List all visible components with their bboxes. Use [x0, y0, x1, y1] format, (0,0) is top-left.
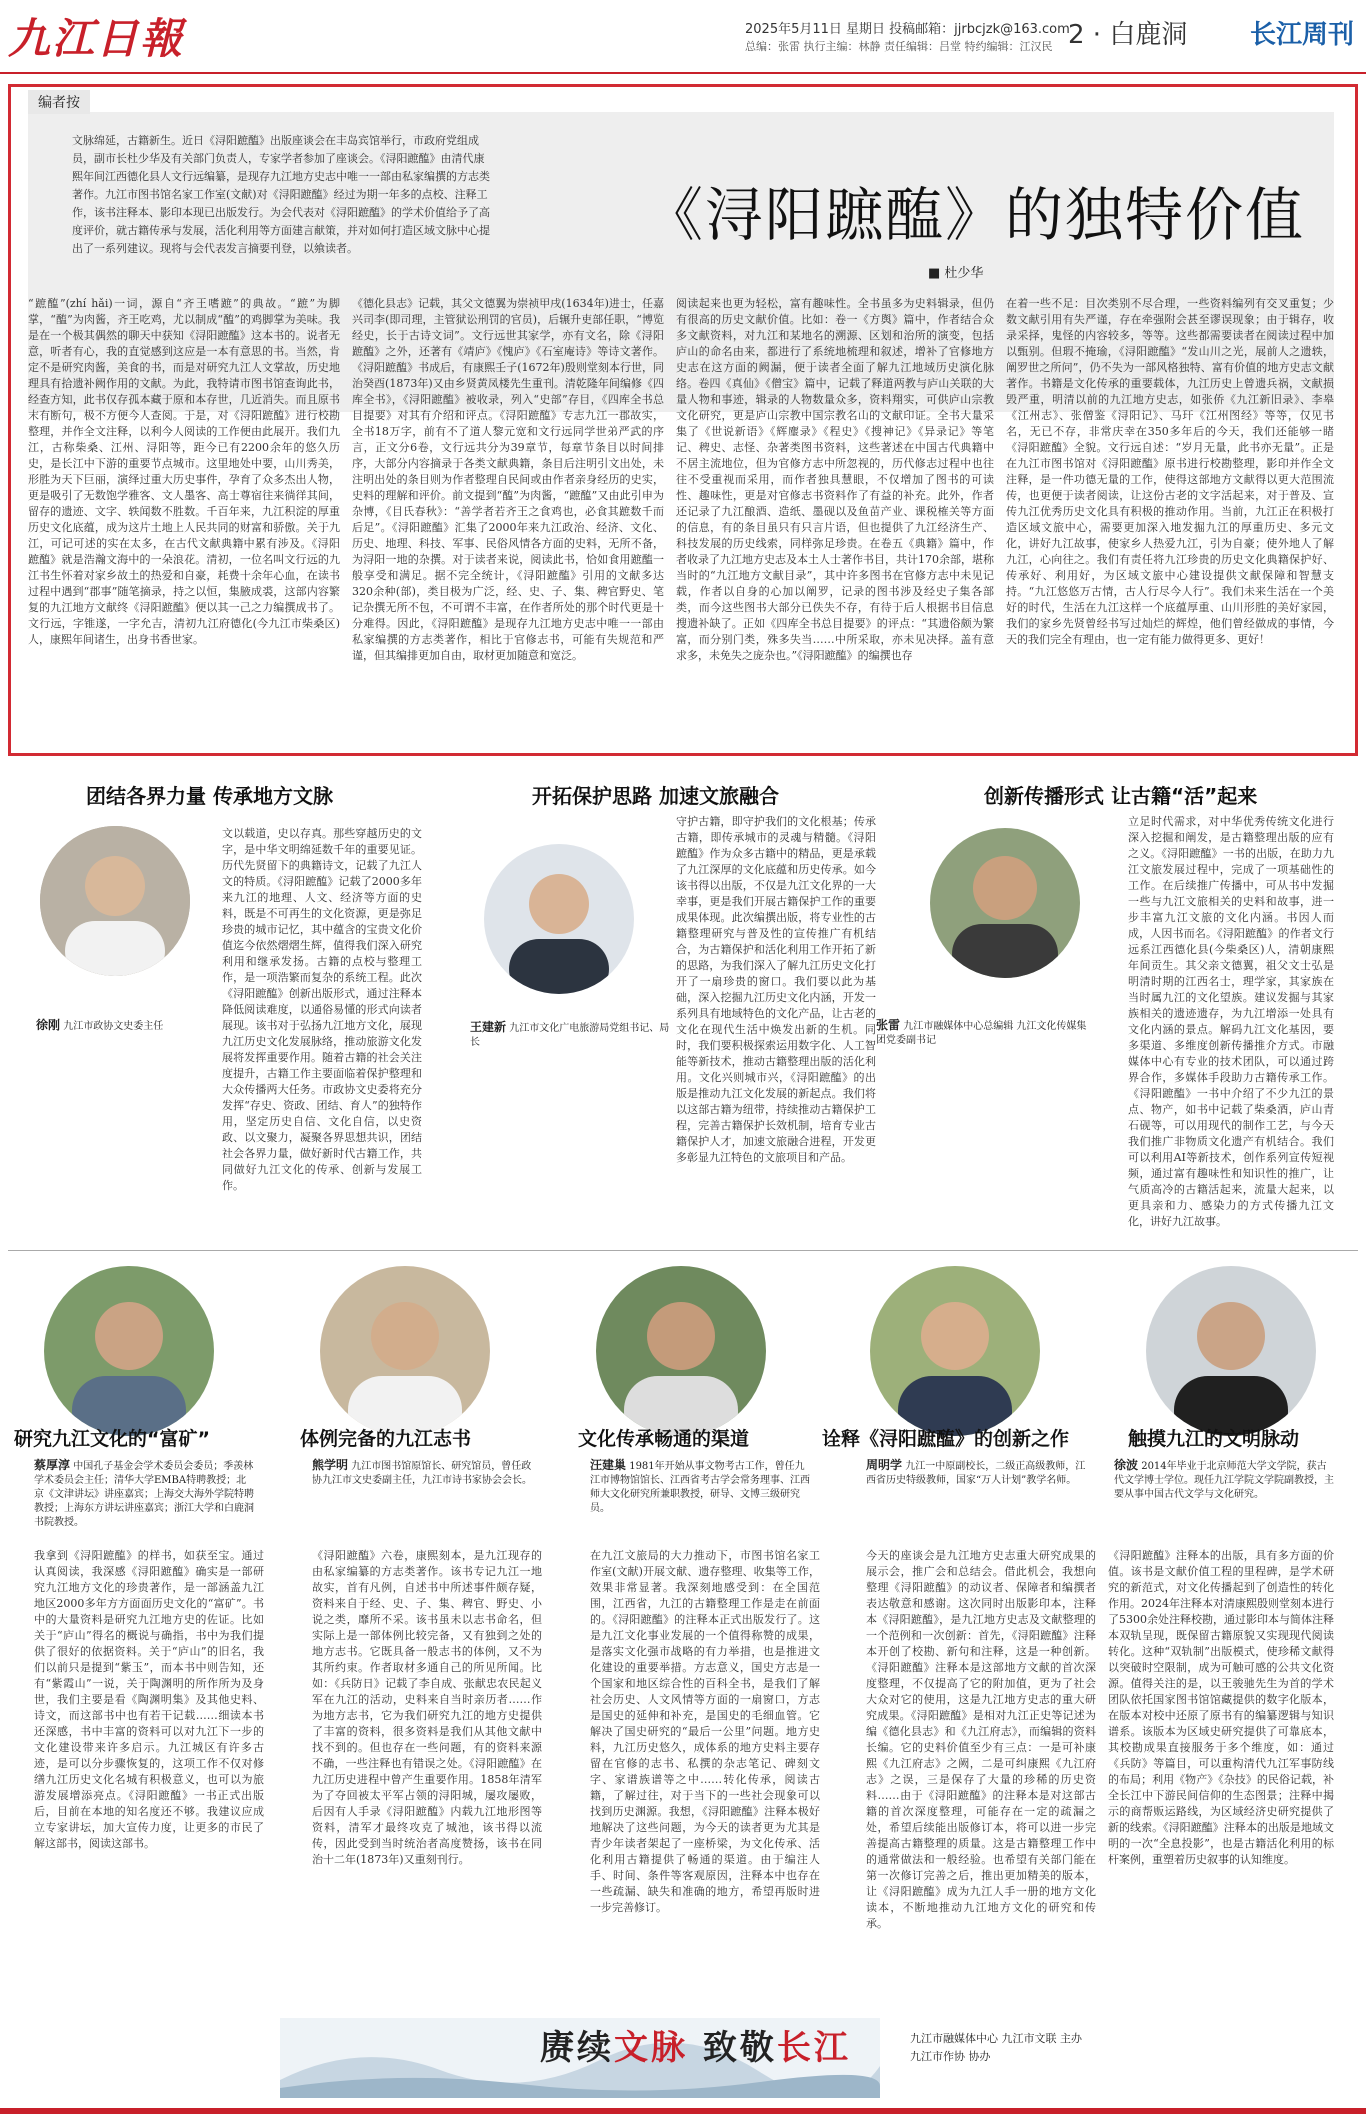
- article-column-1: “蹠醢”(zhí hǎi)一词，源自“齐王嗜蹠”的典故。“蹠”为脚掌，“醢”为肉酱，齐王吃鸡，尤以制成“醢”的鸡脚掌为美味。我是在一个极其偶然的聊天中获知《浔阳蹠醢》这本书的。说者无意，听者有心，我的直觉感到这应是一本有意思的书。当然，肯定不是研究肉酱，美食的书，而是对研究九江人文掌故，历史地理具有拾遗补阙作用的文献。为此，我特请市图书馆查询此书，经查方知，此书仅存孤本藏于原和本存世，几近消失。而且原书末有断句，极不方便今人查阅。于是，对《浔阳蹠醢》进行校勘整理，并作全文注释，以利今人阅读的工作便由此展开。我们九江，古称柴桑、江州、浔阳等，距今已有2200余年的悠久历史，是长江中下游的重要节点城市。这里地处中要，山川秀美，形胜为天下巨丽，演绎过重大历史事件，孕育了众多杰出人物，更是吸引了无数饱学雅客、文人墨客、高士尊宿往来徜徉其间，留存的遗迹、文字、轶闻数不胜数。千百年来，九江积淀的厚重历史文化底蕴，成为这片土地上人民共同的财富和骄傲。关于九江，可记可述的实在太多，在古代文献典籍中累有涉及。《浔阳蹠醢》就是浩瀚文海中的一朵浪花。清初，一位名叫文行远的九江书生怀着对家乡故土的热爱和自豪，耗费十余年心血，在读书过程中遇到“郡事”随笔摘录，持之以恒，集腋成裘，这部内容繁复的九江地方文献终《浔阳蹠醢》便以其一己之力编撰成书了。文行远，字锥遂，一字允吉，清初九江府德化(今九江市柴桑区)人，康熙年间诸生，出身书香世家。: [28, 297, 340, 646]
- feature-2-title: 九江市文化广电旅游局党组书记、局长: [470, 1023, 670, 1048]
- organizer-line-2: 九江市作协 协办: [910, 2050, 991, 2063]
- portrait-icon: [484, 844, 634, 994]
- feature-1-title: 九江市政协文史委主任: [63, 1021, 164, 1032]
- speaker-5-photo: [1146, 1266, 1316, 1436]
- portrait-icon: [596, 1266, 766, 1436]
- feature-3-person: 张雷: [876, 1018, 901, 1032]
- feature-3-photo: [930, 828, 1080, 978]
- section-title: 长江周刊: [1250, 20, 1355, 50]
- feature-2-heading: 开拓保护思路 加速文旅融合: [532, 784, 779, 808]
- speaker-5-title: 2014年毕业于北京师范大学文学院，获古代文学博士学位。现任九江学院文学院副教授，主要从事中国古代文学与文化研究。: [1114, 1461, 1334, 1500]
- banner-organizers: [910, 2030, 1082, 2066]
- speaker-2-text: 《浔阳蹠醢》六卷，康熙刻本，是九江现存的由私家编纂的方志类著作。该书专记九江一地故实，首有凡例，自述书中所述事件颇存疑，资料来自于经、史、子、集、稗官、野史、小说之类，靡所不采。该书虽未以志书命名，但实际上是一部体例比较完备，又有独到之处的地方志书。它既具备一般志书的体例，又不为其所约束。作者取材多通自己的所见所闻。比如：《兵防日》记载了李自成、张献忠农民起义军在九江的活动，史料来自当时亲历者……作为地方志书，它为我们研究九江的地方史提供了丰富的资料，很多资料是我们从其他文献中找不到的。但也存在一些问题，有的资料来源不确，一些注释也有错误之处。《浔阳蹠醢》在九江历史进程中曾产生重要作用。1858年清军为了夺回被太平军占领的浔阳城，屡攻屡败，后因有人手录《浔阳蹠醢》内载九江地形图等资料，清军才最终攻克了城池，该书得以流传，因此受到当时统治者高度赞扬，该书在同治十二年(1873年)又重刻刊行。: [312, 1549, 542, 1866]
- feature-2-person: 王建新: [470, 1020, 507, 1034]
- newspaper-logo: 九江日報: [8, 14, 185, 63]
- article-column-2: 《德化县志》记载，其父文德翼为崇祯甲戌(1634年)进士，任嘉兴司李(即司理，主管狱讼刑罚的官员)，后辗升吏部任职，“博览经史，长于古诗文词”。文行远世其家学，亦有文名，除《浔阳蹠醢》之外，还著有《靖庐》《愧庐》《石室庵诗》等诗文著作。《浔阳蹠醢》书成后，有康熙壬子(1672年)殷则堂刻本行世，同治癸酉(1873年)又由乡贤黄凤楼先生重刊。清乾隆年间编修《四库全书》，《浔阳蹠醢》被收录，列入“史部”存目，《四库全书总目提要》对其有介绍和评点。《浔阳蹠醢》专志九江一郡故实，全书18万字，前有不了道人黎元宽和文行远同学世弟严武的序言，正文分6卷，文行远共分为39章节，每章节条目以时间排序，大部分内容摘录于各类文献典籍，条目后注明引文出处，未注明出处的条目则为作者整理自民间或由作者亲身经历的史实，史料的理解和评价。前文提到“醢”为肉酱，“蹠醢”又由此引申为杂博，《目氏春秋》：“善学者若齐王之食鸡也，必食其蹠数千而后足”。《浔阳蹠醢》汇集了2000年来九江政治、经济、文化、历史、地理、科技、军事、民俗风情各方面的史料，无所不备，为浔阳一地的杂撰。对于读者来说，阅读此书，恰如食用蹠醢一般享受和满足。据不完全统计，《浔阳蹠醢》引用的文献多达320余种(部)，类目极为广泛，经、史、子、集、稗官野史、笔记杂撰无所不包，不可谓不丰富，在作者所处的那个时代更是十分难得。因此，《浔阳蹠醢》是现存九江地方史志中唯一一部由私家编撰的方志类著作，相比于官修志书，可能有失规范和严谨，但其编排更加自由，取材更加随意和宽泛。: [352, 297, 664, 662]
- banner-title-part-3: 致敬: [702, 2028, 777, 2068]
- portrait-icon: [40, 826, 190, 976]
- speaker-2-photo: [320, 1266, 490, 1436]
- portrait-icon: [1146, 1266, 1316, 1436]
- speaker-3-name: 汪建巢: [590, 1458, 627, 1472]
- speaker-3-photo: [596, 1266, 766, 1436]
- speaker-3-heading: 文化传承畅通的渠道: [578, 1428, 750, 1450]
- speaker-1-photo: [44, 1266, 214, 1436]
- staff-line: 总编：张雷 执行主编：林静 责任编辑：吕堂 特约编辑：江汉民: [745, 40, 1053, 53]
- feature-1-heading: 团结各界力量 传承地方文脉: [86, 784, 333, 808]
- feature-1-text: 文以载道，史以存真。那些穿越历史的文字，是中华文明绵延数千年的重要见证。历代先贤留下的典籍诗文，记载了九江人文的特质。《浔阳蹠醢》记载了2000多年来九江的地理、人文、经济等方面的史料，既是不可再生的文化资源，更是弥足珍贵的城市记忆，其中蕴含的宝贵文化价值迄今依然熠熠生辉，值得我们深入研究利用和继承发扬。古籍的点校与整理工作，是一项浩繁而复杂的系统工程。此次《浔阳蹠醢》创新出版形式，通过注释本降低阅读难度，以通俗易懂的形式向读者展现。该书对于弘扬九江地方文化，展现九江历史文化发展脉络，推动旅游文化发展将发挥重要作用。随着古籍的社会关注度提升，古籍工作主要面临着保护整理和大众传播两大任务。市政协文史委将充分发挥“存史、资政、团结、育人”的独特作用，坚定历史自信、文化自信，以史资政、以文聚力，凝聚各界思想共识，团结社会各界力量，做好新时代古籍工作，共同做好九江文化的传承、创新与发展工作。: [222, 827, 422, 1192]
- editor-note-label: 编者按: [28, 90, 90, 114]
- feature-3-heading: 创新传播形式 让古籍“活”起来: [984, 784, 1258, 808]
- organizer-line-1: 九江市融媒体中心 九江市文联 主办: [910, 2032, 1082, 2045]
- banner-title-part-4: 长江: [776, 2028, 851, 2068]
- speaker-3-text: 在九江文旅局的大力推动下，市图书馆名家工作室(文献)开展文献、遗存整理、收集等工作，效果非常显著。我深刻地感受到：在全国范围，江西省，九江的古籍整理工作是走在前面的。《浔阳蹠醢》的注释本正式出版发行了。这是九江文化事业发展的一个值得称赞的成果，是落实文化强市战略的有力举措，也是推进文化建设的重要举措。方志意义，国史方志是一个国家和地区综合性的百科全书，是我们了解社会历史、人文风情等方面的一扇窗口，方志是国史的延伸和补充，是国史的毛细血管。它解决了国史研究的“最后一公里”问题。地方史料，九江历史悠久，成体系的地方史料主要存留在官修的志书、私撰的杂志笔记、碑刻文字、家谱族谱等之中……转化传承，阅读古籍，了解过往，对于当下的一些社会现象可以找到历史渊源。我想，《浔阳蹠醢》注释本极好地解决了这些问题，为今天的读者更为尤其是青少年读者架起了一座桥梁，为文化传承、活化利用古籍提供了畅通的渠道。由于编注人手、时间、条件等客观原因，注释本中也存在一些疏漏、缺失和准确的地方，希望再版时进一步完善修订。: [590, 1549, 820, 1914]
- editor-note-text: 文脉绵延，古籍新生。近日《浔阳蹠醢》出版座谈会在丰岛宾馆举行，市政府党组成员，副市长杜少华及有关部门负责人，专家学者参加了座谈会。《浔阳蹠醢》由清代康熙年间江西德化县人文行远编纂，是现存九江地方史志中唯一一部由私家编撰的方志类著作。九江市图书馆名家工作室(文献)对《浔阳蹠醢》经过为期一年多的点校、注释工作，该书注释本、影印本现已出版发行。为会代表对《浔阳蹠醢》的学术价值给予了高度评价，就古籍传承与发展，活化利用等方面建言献策，并对如何打造区域文脉中心提出了一系列建议。现将与会代表发言摘要刊登，以飨读者。: [72, 134, 490, 255]
- speaker-1-heading: 研究九江文化的“富矿”: [14, 1428, 210, 1450]
- speaker-5-name: 徐波: [1114, 1458, 1139, 1472]
- feature-2-photo: [484, 844, 634, 994]
- article-byline: ■ 杜少华: [928, 266, 984, 281]
- speaker-4-text: 今天的座谈会是九江地方史志重大研究成果的展示会，推广会和总结会。借此机会，我想向整理《浔阳蹠醢》的动议者、保障者和编撰者表达敬意和感谢。这次同时出版影印本，注释本《浔阳蹠醢》，是九江地方史志及文献整理的一个范例和一次创新：首先，《浔阳蹠醢》注释本开创了校勘、新句和注释，这是一种创新。《浔阳蹠醢》注释本是这部地方文献的首次深度整理，不仅提高了它的附加值，更为了社会大众对它的使用，这是九江地方史志的重大研究成果。《浔阳蹠醢》是相对九江正史等记述为编《德化县志》和《九江府志》，而编辑的资料长编。它的史料价值至少有三点：一是可补康熙《九江府志》之阙，二是可纠康熙《九江府志》之误，三是保存了大量的珍稀的历史资料……由于《浔阳蹠醢》的注释本是对这部古籍的首次深度整理，可能存在一定的疏漏之处，希望后续能出版修订本，将可以进一步完善提高古籍整理的质量。这是古籍整理工作中的通常做法和一般经验。也希望有关部门能在第一次修订完善之后，推出更加精美的版本，让《浔阳蹠醢》成为九江人手一册的地方文化读本，不断地推动九江地方文化的研究和传承。: [866, 1549, 1096, 1930]
- speaker-4-name: 周明学: [866, 1458, 903, 1472]
- speaker-5-heading: 触摸九江的文明脉动: [1128, 1428, 1300, 1450]
- speaker-2-name: 熊学明: [312, 1458, 349, 1472]
- article-column-3: 阅读起来也更为轻松，富有趣味性。全书虽多为史料辑录，但仍有很高的历史文献价值。比如：卷一《方舆》篇中，作者结合众多文献资料，对九江和某地名的溯源、区划和治所的演变，包括庐山的命名由来，都进行了系统地梳理和叙述，增补了官修地方史志在这方面的阙漏，便于读者全面了解九江地域历史演化脉络。卷四《真仙》《僧宝》篇中，记载了释道两教与庐山关联的大量人物和事迹，辑录的人物数量众多，资料翔实，可供庐山宗教文化研究，更是庐山宗教中国宗教名山的文献印证。全书大量采集了《世说新语》《辉麈录》《程史》《搜神记》《异录记》等笔记、稗史、志怪、杂著类图书资料，这些著述在中国古代典籍中不居主流地位，但为官修方志中所忽视的，历代修志过程中也往往不受重视而采用，而作者独具慧眼，不仅增加了图书的可读性、趣味性，更是对官修志书资料作了有益的补充。此外，作者还记录了九江酿酒、造纸、墨砚以及鱼苗产业、课税榷关等方面的信息，有的条目虽只有只言片语，但也提供了九江经济生产、科技发展的历史线索，同样弥足珍贵。在卷五《典籍》篇中，作者收录了九江地方史志及本土人士著作书目，共计170余部，堪称当时的“九江地方文献目录”，其中许多图书在官修方志中未见记载，作者以自身的心加以阐罗，记录的图书涉及经史子集各部类，而今这些图书大部分已佚失不存，有待于后人根据书目信息搜遗补缺了。正如《四库全书总目提要》的评点：“其遗俗颇为繁富，而分别门类，殊多失当……中所采取，亦未见决择。盖有意求多，未免失之庞杂也。”《浔阳蹠醢》的编撰也存: [676, 297, 994, 662]
- article-column-4: 在着一些不足：目次类别不尽合理，一些资料编列有交叉重复；少数文献引用有失严谨，存在牵强附会甚至谬误现象；由于辑存，收录采择，鬼怪的内容较多，等等。这些都需要读者在阅读过程中加以甄别。但瑕不掩瑜，《浔阳蹠醢》“发山川之光，展前人之遗轶，阐罗世之所问”，仍不失为一部风格独特、富有价值的地方史志文献著作。书籍是文化传承的重要载体，九江历史上曾遗兵祸，文献损毁严重，明清以前的九江地方史志，如张侨《九江新旧录》、李皋《江州志》、张僧鉴《浔阳记》、马玕《江州图经》等等，仅见书名，无已不存，非常庆幸在350多年后的今天，我们还能够一睹《浔阳蹠醢》全貌。文行远自述：“岁月无量，此书亦无量”。正是在九江市图书馆对《浔阳蹠醢》原书进行校勘整理，影印并作全文注释，是一件功德无量的工作，使得这部地方文献得以更大范围流传，也更便于读者阅读，让这份古老的文字活起来，对于普及、宣传九江优秀历史文化具有积极的推动作用。当前，九江正在积极打造区域文旅中心，需要更加深入地发掘九江的厚重历史、多元文化，讲好九江故事，使家乡人热爱九江，引为自豪；使外地人了解九江，心向往之。我们有责任将九江珍贵的历史文化典籍保护好、传承好、利用好，为区域文旅中心建设提供文献保障和智慧支持。“九江悠悠万古情，古人行尽今人行”。我们未来生活在一个美好的时代，生活在九江这样一个底蕴厚重、山川形胜的美好家园，我们的家乡先贤曾经书写过灿烂的辉煌，他们曾经做成的事情，今天的我们完全有理由，也一定有能力做得更多、更好！: [1006, 297, 1334, 646]
- speaker-4-photo: [870, 1266, 1040, 1436]
- speaker-4-title: 九江一中原副校长，二级正高级教师，江西省历史特级教师，国家“万人计划”教学名师。: [866, 1461, 1086, 1486]
- portrait-icon: [930, 828, 1080, 978]
- banner-title-part-1: 赓续: [540, 2028, 614, 2068]
- article-title: 《浔阳蹠醢》的独特价值: [645, 181, 1306, 249]
- speaker-4-heading: 诠释《浔阳蹠醢》的创新之作: [822, 1428, 1070, 1450]
- page-number: 2 · 白鹿洞: [1068, 20, 1188, 50]
- speaker-1-text: 我拿到《浔阳蹠醢》的样书，如获至宝。通过认真阅读，我深感《浔阳蹠醢》确实是一部研究九江地方文化的珍贵著作，是一部涵盖九江地区2000多年方方面面历史文化的“富矿”。书中的大量资料是研究九江地方史的佐证。比如关于“庐山”得名的概说与确指，书中为我们提供了很好的依据资料。关于“庐山”的旧名，我们以前只是提到“紫玉”，而本书中则告知，还有“紫霞山”一说，关于陶渊明的所作所为及身世，我们主要是看《陶渊明集》及其他史料、诗文，而这部书中也有若干记载……细读本书还深感，书中丰富的资料可以对九江下一步的文化建设带来许多启示。九江城区有许多古迹，是可以分步骤恢复的，这项工作不仅对修缮九江历史文化名城有积极意义，也可以为旅游发展增添亮点。《浔阳蹠醢》一书正式出版后，目前在本地的知名度还不够。我建议应成立专家讲坛，加大宣传力度，让更多的市民了解这部书，阅读这部书。: [34, 1549, 264, 1850]
- dateline: 2025年5月11日 星期日 投稿邮箱：jjrbcjzk@163.com: [745, 22, 1070, 37]
- speaker-2-title: 九江市图书馆原馆长、研究馆员，曾任政协九江市文史委副主任，九江市诗书家协会会长。: [312, 1461, 532, 1486]
- feature-1-photo: [40, 826, 190, 976]
- portrait-icon: [44, 1266, 214, 1436]
- feature-1-person: 徐刚: [36, 1018, 61, 1032]
- feature-2-text: 守护古籍，即守护我们的文化根基；传承古籍，即传承城市的灵魂与精髓。《浔阳蹠醢》作为众多古籍中的精品，更是承载了九江深厚的文化底蕴和历史传承。如今该书得以出版，不仅是九江文化界的一大幸事，更是我们开展古籍保护工作的重要成果体现。此次编撰出版，将专业性的古籍整理研究与普及性的宣传推广有机结合，为古籍保护和活化利用工作开拓了新的思路，为我们深入了解九江历史文化打开了一扇珍贵的窗口。我们要以此为基础，深入挖掘九江历史文化内涵，开发一系列具有地域特色的文化产品，让古老的文化在现代生活中焕发出新的生机。同时，我们要积极探索运用数字化、人工智能等新技术，推动古籍整理出版的活化利用。文化兴则城市兴，《浔阳蹠醢》的出版是推动九江文化发展的新起点。我们将以这部古籍为纽带，持续推动古籍保护工程，完善古籍保护长效机制，培育专业古籍保护人才，加速文旅融合进程，开发更多彰显九江特色的文旅项目和产品。: [676, 815, 876, 1164]
- section-divider: [8, 1250, 1358, 1251]
- speaker-3-title: 1981年开始从事文物考古工作，曾任九江市博物馆馆长、江西省考古学会常务理事、江西师大文化研究所兼职教授，研导、文博三级研究员。: [590, 1461, 810, 1514]
- portrait-icon: [320, 1266, 490, 1436]
- speaker-1-title: 中国孔子基金会学术委员会委员；季羡林学术委员会主任；清华大学EMBA特聘教授；北京《文津讲坛》讲座嘉宾；上海交大海外学院特聘教授；上海东方讲坛讲座嘉宾；浙江大学和白鹿洞书院教授。: [34, 1461, 254, 1528]
- banner-title-part-2: 文脉: [614, 2028, 688, 2068]
- banner-title: [540, 2020, 851, 2069]
- portrait-icon: [870, 1266, 1040, 1436]
- speaker-5-text: 《浔阳蹠醢》注释本的出版，具有多方面的价值。该书是文献价值工程的里程碑，是学术研究的新范式，对文化传播起到了创造性的转化作用。2024年注释本对清康熙殷则堂刻本进行了5300余处注释校勘，通过影印本与简体注释本双轨呈现，既保留古籍原貌又实现现代阅读转化。这种“双轨制”出版模式，使珍稀文献得以突破时空限制，成为可触可感的公共文化资源。值得关注的是，以王骏驰先生为首的学术团队依托国家图书馆馆藏提供的数字化版本，在版本对校中还原了原书有的编纂逻辑与知识谱系。该版本为区域史研究提供了可靠底本，其校勘成果直接服务于多个维度，如：通过《兵防》等篇目，可以重构清代九江军事防线的布局；利用《物产》《杂技》的民俗记载，补全长江中下游民间信仰的生态图景；注释中揭示的商帮贩运路线，为区域经济史研究提供了新的线索。《浔阳蹠醢》注释本的出版是地域文明的一次“全息投影”，也是古籍活化利用的标杆案例，重塑着历史叙事的认知维度。: [1108, 1549, 1334, 1866]
- feature-3-title: 九江市融媒体中心总编辑 九江文化传媒集团党委副书记: [876, 1021, 1087, 1046]
- speaker-2-heading: 体例完备的九江志书: [300, 1428, 472, 1450]
- feature-3-text: 立足时代需求，对中华优秀传统文化进行深入挖掘和阐发，是古籍整理出版的应有之义。《浔阳蹠醢》一书的出版，在助力九江文旅发展过程中，完成了一项基础性的工作。在后续推广传播中，可从书中发掘一些与九江文旅相关的史料和故事，进一步丰富九江文旅的文化内涵。书因人而成，人因书而名。《浔阳蹠醢》的作者文行远系江西德化县(今柴桑区)人，清朝康熙年间贡生。其父亲文德翼，祖父文士弘是明清时期的江西名士，理学家，其家族在当时属九江的文化望族。建议发掘与其家族相关的遗迹遗存，为九江增添一处具有文化内涵的景点。解码九江文化基因，要多渠道、多维度创新传播推介方式。市融媒体中心有专业的技术团队，可以通过跨界合作，多媒体手段助力古籍传承工作。《浔阳蹠醢》一书中介绍了不少九江的景点、物产，如书中记载了柴桑酒，庐山青石砚等，可以用现代的制作工艺，与今天我们推广非物质文化遗产有机结合。我们可以利用AI等新技术，创作系列宣传短视频，通过富有趣味性和知识性的推广，让气质高冷的古籍活起来，流量大起来，以更具亲和力、感染力的方式传播九江文化，讲好九江故事。: [1128, 815, 1334, 1228]
- speaker-1-name: 蔡厚淳: [34, 1458, 71, 1472]
